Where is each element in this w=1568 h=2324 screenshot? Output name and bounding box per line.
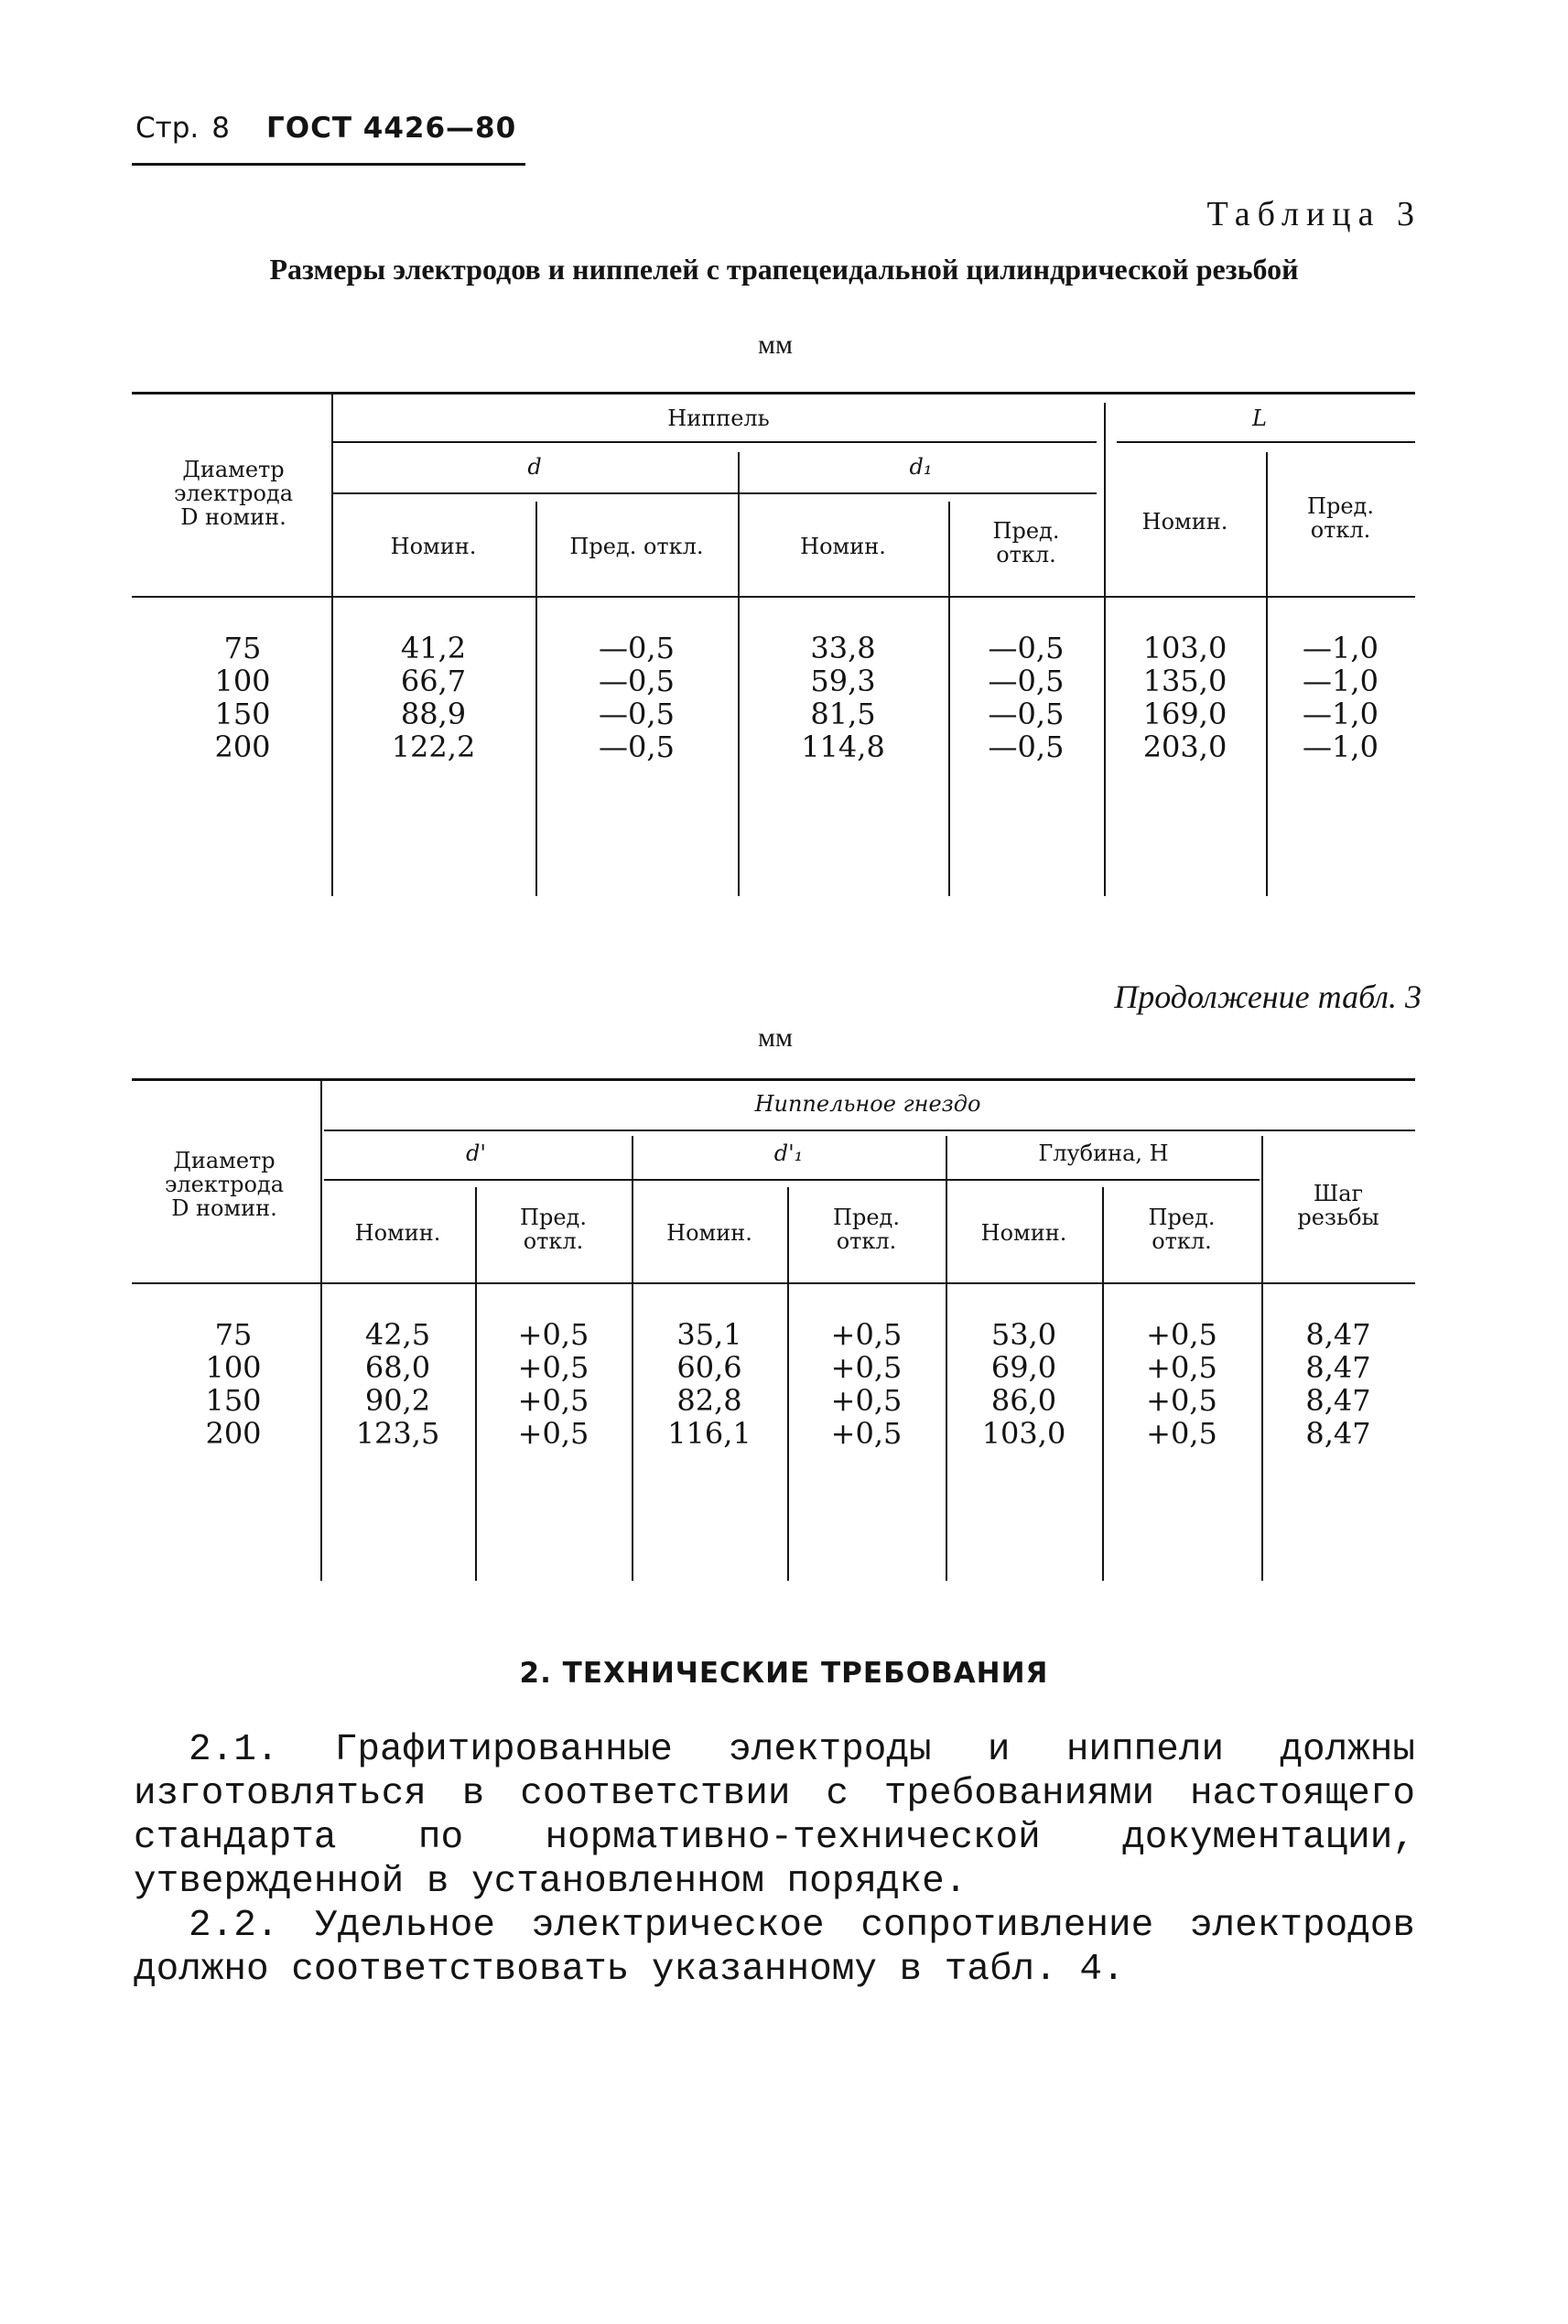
- cell-value: 200: [205, 1416, 262, 1451]
- table-cont-units: мм: [758, 1022, 793, 1053]
- col-dp-nominal: [320, 1318, 475, 1450]
- col-diameter: [128, 1318, 339, 1450]
- cell-value: +0,5: [1146, 1416, 1217, 1451]
- header-depth: Глубина, H: [1038, 1140, 1169, 1166]
- standard-number: ГОСТ 4426—80: [265, 112, 517, 145]
- header-text: откл.: [523, 1228, 584, 1254]
- header-d1: d₁: [909, 454, 933, 480]
- page-label: Стр.: [135, 112, 200, 145]
- cell-value: 69,0: [990, 1350, 1057, 1385]
- table-units: мм: [758, 330, 793, 360]
- cell-value: 66,7: [400, 664, 467, 698]
- cell-value: 90,2: [364, 1383, 431, 1418]
- cell-value: 150: [205, 1383, 262, 1418]
- cell-value: 150: [214, 697, 271, 731]
- header-d-tolerance: Пред. откл.: [569, 534, 704, 559]
- cell-value: 75: [223, 631, 262, 665]
- cell-value: +0,5: [517, 1416, 589, 1451]
- header-text: D номин.: [180, 504, 287, 530]
- cell-value: 8,47: [1305, 1317, 1371, 1352]
- header-dp-tolerance: [475, 1205, 632, 1253]
- col-d1p-tolerance: [787, 1318, 946, 1450]
- header-L-nominal: Номин.: [1141, 509, 1228, 535]
- cell-value: +0,5: [1146, 1317, 1217, 1352]
- header-nipple: Ниппель: [667, 405, 770, 431]
- header-rule-sub: [324, 1179, 1260, 1181]
- header-d1p-tolerance: [787, 1205, 946, 1253]
- cell-value: —1,0: [1303, 631, 1379, 665]
- table-top-rule: [132, 1078, 1415, 1081]
- header-dp-nominal: Номин.: [354, 1220, 441, 1246]
- cell-value: 103,0: [1142, 631, 1227, 665]
- cell-value: —0,5: [599, 631, 675, 665]
- cell-value: 203,0: [1142, 730, 1227, 764]
- header-text: откл.: [996, 542, 1056, 567]
- cell-value: 200: [214, 730, 271, 764]
- header-text: откл.: [836, 1228, 897, 1254]
- cell-value: 82,8: [676, 1383, 742, 1418]
- cell-value: +0,5: [1146, 1350, 1217, 1385]
- cell-value: 8,47: [1305, 1350, 1371, 1385]
- header-h-tolerance: [1102, 1205, 1261, 1253]
- cell-value: —0,5: [988, 730, 1065, 764]
- cell-value: +0,5: [517, 1350, 589, 1385]
- cell-value: 53,0: [990, 1317, 1057, 1352]
- col-d1p-nominal: [632, 1318, 787, 1450]
- header-text: Диаметр: [182, 457, 285, 482]
- cell-value: +0,5: [830, 1317, 903, 1352]
- header-text: Пред.: [520, 1205, 587, 1230]
- cell-value: 114,8: [801, 730, 885, 764]
- cell-value: —0,5: [599, 664, 675, 698]
- paragraph-2-2: 2.2. Удельное электрическое сопротивление электродов должно соответствовать указанному в табл. 4.: [134, 1905, 1415, 1991]
- header-bottom-rule: [132, 1282, 1415, 1284]
- header-d1p-nominal: Номин.: [666, 1220, 752, 1246]
- cell-value: 169,0: [1142, 697, 1227, 731]
- header-text: Пред.: [1307, 493, 1374, 519]
- cell-value: —1,0: [1303, 730, 1379, 764]
- cell-value: 100: [205, 1350, 262, 1385]
- cell-value: 75: [214, 1317, 253, 1352]
- cell-value: 59,3: [810, 664, 876, 698]
- col-h-tolerance: [1102, 1318, 1261, 1450]
- cell-value: +0,5: [517, 1383, 589, 1418]
- header-text: откл.: [1310, 517, 1371, 543]
- cell-value: 135,0: [1142, 664, 1227, 698]
- col-thread-pitch: [1261, 1318, 1415, 1450]
- cell-value: 81,5: [810, 697, 876, 731]
- cell-value: 116,1: [667, 1416, 752, 1451]
- header-d-prime: d': [466, 1140, 486, 1166]
- table-label: Таблица 3: [1206, 195, 1422, 233]
- cell-value: 42,5: [364, 1317, 431, 1352]
- cell-value: +0,5: [830, 1383, 903, 1418]
- header-d1-prime: d'₁: [773, 1140, 804, 1166]
- cell-value: —0,5: [599, 730, 675, 764]
- section-title: 2. ТЕХНИЧЕСКИЕ ТРЕБОВАНИЯ: [519, 1657, 1049, 1690]
- header-h-nominal: Номин.: [980, 1220, 1067, 1246]
- continuation-label: Продолжение табл. 3: [1114, 978, 1422, 1015]
- col-h-nominal: [946, 1318, 1102, 1450]
- header-text: Пред.: [1148, 1205, 1216, 1230]
- cell-value: —0,5: [988, 631, 1065, 665]
- cell-value: 88,9: [400, 697, 467, 731]
- cell-value: +0,5: [1146, 1383, 1217, 1418]
- col-dp-tolerance: [475, 1318, 632, 1450]
- header-nipple-socket: Ниппельное гнездо: [754, 1091, 981, 1117]
- cell-value: —0,5: [599, 697, 675, 731]
- cell-value: 60,6: [676, 1350, 742, 1385]
- cell-value: —0,5: [988, 664, 1065, 698]
- header-d1-nominal: Номин.: [800, 534, 886, 559]
- header-rule-socket: [324, 1130, 1415, 1131]
- header-L: L: [1252, 405, 1267, 431]
- cell-value: —0,5: [988, 697, 1065, 731]
- cell-value: 35,1: [676, 1317, 742, 1352]
- header-d-nominal: Номин.: [390, 534, 477, 559]
- header-text: Пред.: [833, 1205, 900, 1230]
- cell-value: 68,0: [364, 1350, 431, 1385]
- cell-value: 100: [214, 664, 271, 698]
- header-diameter: [128, 1149, 320, 1220]
- cell-value: +0,5: [830, 1350, 903, 1385]
- cell-value: 8,47: [1305, 1383, 1371, 1418]
- cell-value: 123,5: [355, 1416, 440, 1451]
- table-title: Размеры электродов и ниппелей с трапецеидальной цилиндрической резьбой: [269, 253, 1299, 286]
- cell-value: —1,0: [1303, 697, 1379, 731]
- cell-value: +0,5: [830, 1416, 903, 1451]
- cell-value: 8,47: [1305, 1416, 1371, 1451]
- cell-value: +0,5: [517, 1317, 589, 1352]
- header-text: Диаметр: [173, 1148, 276, 1173]
- cell-value: 33,8: [810, 631, 876, 665]
- paragraph-2-1: 2.1. Графитированные электроды и ниппели должны изготовляться в соответствии с требованиями настоящего стандарта по нормативно-технической документации, утвержденной в установленном порядке.: [134, 1729, 1415, 1903]
- header-text: Шаг: [1313, 1181, 1364, 1206]
- header-text: резьбы: [1297, 1205, 1379, 1230]
- page-number: 8: [211, 112, 230, 145]
- header-text: D номин.: [171, 1195, 277, 1221]
- cell-value: 122,2: [391, 730, 476, 764]
- cell-value: 86,0: [990, 1383, 1057, 1418]
- header-thread-pitch: [1261, 1182, 1415, 1229]
- header-text: электрода: [173, 481, 294, 506]
- cell-value: 41,2: [400, 631, 467, 665]
- cell-value: 103,0: [981, 1416, 1066, 1451]
- header-text: откл.: [1152, 1228, 1212, 1254]
- header-d: d: [527, 454, 542, 480]
- cell-value: —1,0: [1303, 664, 1379, 698]
- header-text: Пред.: [992, 518, 1060, 544]
- header-text: электрода: [164, 1172, 285, 1197]
